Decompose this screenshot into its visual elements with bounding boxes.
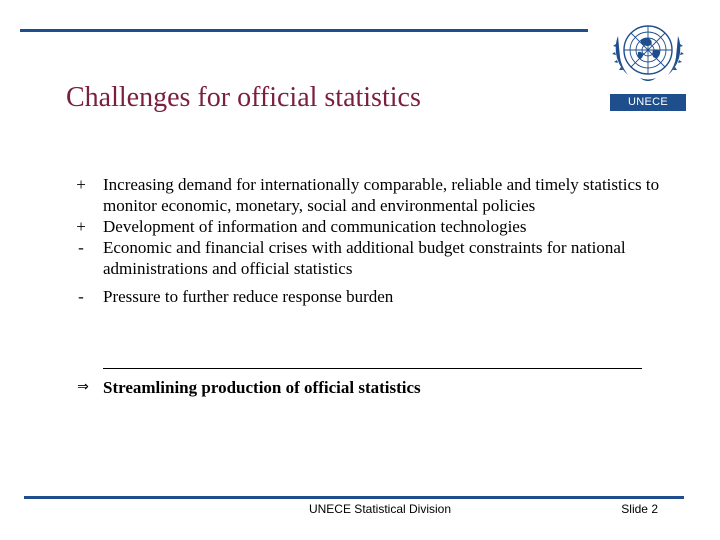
bullet-marker: + — [76, 175, 86, 194]
bullet-text: Increasing demand for internationally comparable, reliable and timely statistics to monitor economic, monetary, social and environmental policies — [103, 175, 660, 215]
bottom-rule — [24, 496, 684, 499]
conclusion-text: Streamlining production of official statistics — [103, 378, 421, 397]
bullet-text: Economic and financial crises with additional budget constraints for national administrations and official statistics — [103, 238, 626, 278]
bullet-text: Pressure to further reduce response burden — [103, 287, 394, 306]
bullet-marker: - — [78, 238, 84, 257]
implies-arrow-icon: ⇒ — [77, 379, 89, 395]
un-emblem-icon — [608, 14, 688, 92]
slide-title: Challenges for official statistics — [66, 82, 421, 113]
bullet-item — [0, 174, 720, 216]
bullet-marker: + — [76, 217, 86, 236]
footer-organization: UNECE Statistical Division — [308, 502, 452, 516]
bullet-text: Development of information and communication technologies — [103, 217, 527, 236]
top-rule — [20, 29, 588, 32]
bullet-item — [0, 237, 720, 279]
bullet-item — [0, 216, 720, 237]
unece-logo — [604, 14, 692, 112]
bullet-item — [0, 286, 720, 307]
logo-label: UNECE — [610, 94, 686, 111]
conclusion — [0, 377, 720, 398]
bullet-list — [0, 174, 720, 307]
conclusion-divider — [103, 368, 642, 369]
slide-number: Slide 2 — [621, 502, 658, 516]
bullet-marker: - — [78, 287, 84, 306]
